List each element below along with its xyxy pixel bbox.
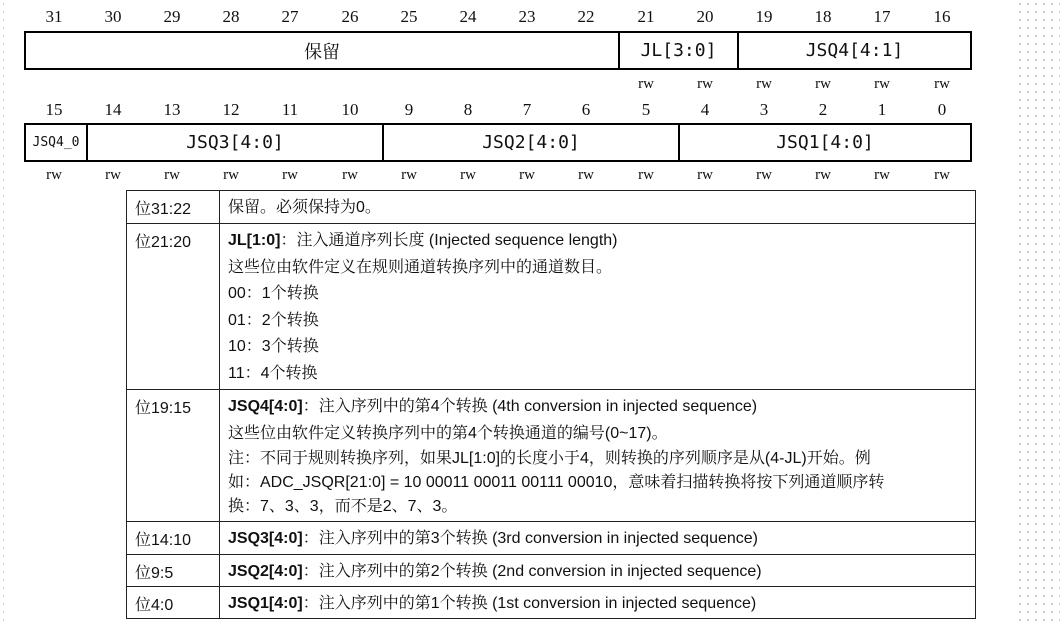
bit-number: 0 bbox=[937, 100, 947, 119]
bit-description bbox=[220, 522, 975, 554]
bit-number: 20 bbox=[696, 7, 714, 26]
separator: ： bbox=[302, 563, 319, 580]
access-label: rw bbox=[815, 167, 831, 183]
field-jsq4-bit0: JSQ4_0 bbox=[32, 135, 80, 150]
field-name: JSQ2[4:0] bbox=[228, 563, 303, 580]
field-summary: 注入序列中的第1个转换 (1st conversion in injected sequence) bbox=[318, 595, 757, 612]
bit-number: 5 bbox=[641, 100, 651, 119]
separator: ： bbox=[302, 595, 319, 612]
access-label: rw bbox=[638, 76, 654, 92]
field-jsq1: JSQ1[4:0] bbox=[678, 125, 970, 160]
field-jsq3: JSQ3[4:0] bbox=[86, 125, 382, 160]
access-label: rw bbox=[934, 167, 950, 183]
bit-number: 17 bbox=[873, 7, 891, 26]
description-line: 00：1个转换 bbox=[228, 285, 319, 302]
table-row bbox=[127, 224, 975, 390]
field-summary: 注入序列中的第2个转换 (2nd conversion in injected sequence) bbox=[318, 563, 762, 580]
bit-description bbox=[220, 224, 975, 389]
field-name: JL[1:0] bbox=[228, 232, 281, 249]
register-row-low bbox=[24, 123, 972, 162]
access-label: rw bbox=[164, 167, 180, 183]
field-name: JSQ4[4:0] bbox=[228, 398, 303, 415]
description-line: 这些位由软件定义转换序列中的第4个转换通道的编号(0~17)。 bbox=[228, 424, 668, 442]
bit-number: 1 bbox=[877, 100, 887, 119]
bit-number: 13 bbox=[163, 100, 181, 119]
bit-number: 29 bbox=[163, 7, 181, 26]
description-title bbox=[228, 526, 969, 553]
bit-description bbox=[220, 191, 975, 223]
access-label: rw bbox=[105, 167, 121, 183]
bit-number: 7 bbox=[522, 100, 532, 119]
access-label: rw bbox=[697, 76, 713, 92]
description-title bbox=[228, 228, 969, 255]
bit-number: 14 bbox=[104, 100, 122, 119]
note-line: 换：7、3、3，而不是2、7、3。 bbox=[228, 498, 458, 515]
table-row bbox=[127, 587, 975, 619]
register-row-high bbox=[24, 31, 972, 70]
bit-number: 8 bbox=[463, 100, 473, 119]
access-label: rw bbox=[342, 167, 358, 183]
field-summary: 注入序列中的第4个转换 (4th conversion in injected sequence) bbox=[318, 398, 758, 415]
bit-number: 24 bbox=[459, 7, 477, 26]
bit-number: 15 bbox=[45, 100, 63, 119]
bit-description bbox=[220, 390, 975, 521]
bit-number: 6 bbox=[581, 100, 591, 119]
access-label: rw bbox=[223, 167, 239, 183]
bit-number: 21 bbox=[637, 7, 655, 26]
bit-number: 25 bbox=[400, 7, 418, 26]
bit-number: 31 bbox=[45, 7, 63, 26]
bit-range: 位31:22 bbox=[127, 191, 220, 223]
field-name: JSQ3[4:0] bbox=[228, 530, 303, 547]
bit-number: 2 bbox=[818, 100, 828, 119]
field-jsq2: JSQ2[4:0] bbox=[382, 125, 678, 160]
access-label: rw bbox=[756, 76, 772, 92]
bit-number: 30 bbox=[104, 7, 122, 26]
bit-range: 位14:10 bbox=[127, 522, 220, 554]
note-line: 注：不同于规则转换序列，如果JL[1:0]的长度小于4，则转换的序列顺序是从(4-JL)开始。例 bbox=[228, 450, 871, 467]
separator: ： bbox=[280, 232, 297, 249]
description-line: 01：2个转换 bbox=[228, 311, 319, 329]
bit-number: 18 bbox=[814, 7, 832, 26]
bit-number: 23 bbox=[518, 7, 536, 26]
bit-number: 11 bbox=[281, 100, 299, 119]
field-jsq4-high: JSQ4[4:1] bbox=[737, 33, 970, 68]
access-label: rw bbox=[460, 167, 476, 183]
note-line: 如：ADC_JSQR[21:0] = 10 00011 00011 00111 00010，意味着扫描转换将按下列通道顺序转 bbox=[228, 474, 885, 491]
bit-description bbox=[220, 555, 975, 586]
register-sheet bbox=[4, 0, 1016, 626]
description-title bbox=[228, 591, 969, 618]
field-jl: JL[3:0] bbox=[618, 33, 737, 68]
access-label: rw bbox=[874, 76, 890, 92]
separator: ： bbox=[302, 398, 319, 415]
access-label: rw bbox=[874, 167, 890, 183]
access-label: rw bbox=[756, 167, 772, 183]
bit-number: 3 bbox=[759, 100, 769, 119]
description-line: 10：3个转换 bbox=[228, 338, 319, 355]
access-label: rw bbox=[638, 167, 654, 183]
access-label: rw bbox=[282, 167, 298, 183]
field-summary: 注入通道序列长度 (Injected sequence length) bbox=[296, 232, 618, 249]
bit-number: 16 bbox=[933, 7, 951, 26]
bit-number: 12 bbox=[222, 100, 240, 119]
bit-description-table bbox=[126, 190, 976, 619]
bit-number: 22 bbox=[577, 7, 595, 26]
table-row bbox=[127, 191, 975, 224]
bit-number: 4 bbox=[700, 100, 710, 119]
bit-number: 9 bbox=[404, 100, 414, 119]
access-label: rw bbox=[46, 167, 62, 183]
field-name: JSQ1[4:0] bbox=[228, 595, 303, 612]
description-line: 这些位由软件定义在规则通道转换序列中的通道数目。 bbox=[228, 258, 613, 276]
access-label: rw bbox=[934, 76, 950, 92]
bit-number: 26 bbox=[341, 7, 359, 26]
bit-range: 位21:20 bbox=[127, 224, 220, 389]
access-label: rw bbox=[401, 167, 417, 183]
bit-range: 位9:5 bbox=[127, 555, 220, 586]
description-title bbox=[228, 394, 969, 421]
access-label: rw bbox=[578, 167, 594, 183]
bit-description bbox=[220, 587, 975, 618]
field-summary: 保留。必须保持为0。 bbox=[228, 199, 381, 216]
separator: ： bbox=[302, 530, 319, 547]
description-line: 11：4个转换 bbox=[228, 364, 318, 382]
access-label: rw bbox=[519, 167, 535, 183]
access-label: rw bbox=[815, 76, 831, 92]
table-row bbox=[127, 555, 975, 587]
bit-range: 位19:15 bbox=[127, 390, 220, 521]
bit-number: 10 bbox=[341, 100, 359, 119]
table-row bbox=[127, 390, 975, 522]
field-reserved: 保留 bbox=[304, 41, 340, 63]
bit-range: 位4:0 bbox=[127, 587, 220, 618]
bit-number: 28 bbox=[222, 7, 240, 26]
bit-number: 19 bbox=[755, 7, 773, 26]
bit-number: 27 bbox=[281, 7, 299, 26]
table-row bbox=[127, 522, 975, 555]
description-title bbox=[228, 559, 969, 586]
access-label: rw bbox=[697, 167, 713, 183]
field-summary: 注入序列中的第3个转换 (3rd conversion in injected sequence) bbox=[318, 530, 758, 547]
description-title bbox=[228, 195, 969, 222]
